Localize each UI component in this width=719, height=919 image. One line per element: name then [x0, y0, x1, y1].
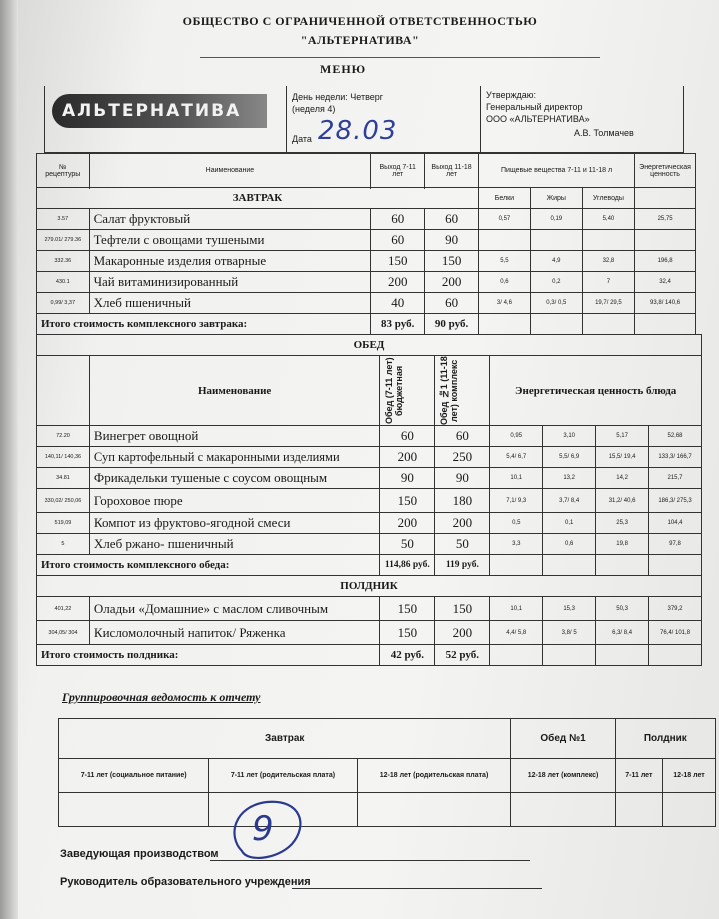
lunch-total-11-18: 119 руб.	[435, 555, 490, 576]
report-sub-snack-12-18: 12-18 лет	[663, 759, 716, 793]
col-energy: Энергетическая ценность	[635, 154, 696, 188]
report-cell	[59, 793, 209, 827]
table-row: 519,09 Компот из фруктово-ягодной смеси 200 200 0,5 0,1 25,3 104,4	[37, 513, 702, 534]
breakfast-total-label: Итого стоимость комплексного завтрака:	[37, 314, 371, 335]
header-divider-right	[480, 86, 481, 152]
date-label: Дата	[292, 134, 312, 144]
lunch-table	[36, 334, 702, 666]
col-output-11-18: Выход 11-18 лет	[425, 154, 479, 188]
signature-mark: 9	[252, 809, 274, 849]
report-sub-breakfast-parent-12-18: 12-18 лет (родительская плата)	[357, 759, 511, 793]
weekday: День недели: Четверг	[292, 92, 384, 102]
table-row: 0,99/ 3,37 Хлеб пшеничный 40 60 3/ 4,6 0,3/ 0,5 19,7/ 29,5 93,8/ 140,6	[37, 293, 696, 314]
report-col-breakfast: Завтрак	[59, 719, 511, 759]
director-title: Генеральный директор	[486, 102, 583, 112]
logo-text: АЛЬТЕРНАТИВА	[62, 101, 242, 121]
header-divider-left	[286, 86, 287, 152]
table-row: 401,22 Оладьи «Домашние» с маслом сливочным 150 150 10,1 15,3 50,3 379,2	[37, 597, 702, 621]
table-row: 5 Хлеб ржано- пшеничный 50 50 3,3 0,6 19,8 97,8	[37, 534, 702, 555]
col-fats: Жиры	[530, 188, 582, 209]
report-cell	[615, 793, 662, 827]
company-name: ООО «АЛЬТЕРНАТИВА»	[486, 114, 590, 124]
menu-title: МЕНЮ	[320, 62, 367, 76]
table-row: 430.1 Чай витаминизированный 200 200 0,6 0,2 7 32,4	[37, 272, 696, 293]
lunch-total-7-11: 114,86 руб.	[380, 555, 435, 576]
table-row: 279.01/ 279.36 Тефтели с овощами тушеными 60 90	[37, 230, 696, 251]
section-lunch: ОБЕД	[37, 335, 702, 356]
handwritten-signature	[222, 796, 312, 868]
approved-label: Утверждаю:	[486, 90, 537, 100]
week-number: (неделя 4)	[292, 104, 336, 114]
section-snack: ПОЛДНИК	[37, 576, 702, 597]
lunch-total-label: Итого стоимость комплексного обеда:	[37, 555, 380, 576]
director-name: А.В. Толмачев	[574, 128, 634, 138]
breakfast-total-7-11: 83 руб.	[371, 314, 425, 335]
col-energy: Энергетическая ценность блюда	[490, 356, 702, 426]
snack-total-7-11: 42 руб.	[380, 645, 435, 666]
section-breakfast: ЗАВТРАК	[37, 188, 479, 209]
col-lunch-11-18: Обед №1 (11-18 лет) комплекс	[435, 356, 490, 426]
report-cell	[511, 793, 615, 827]
report-title: Группировочная ведомость к отчету	[62, 690, 261, 704]
col-carbs: Углеводы	[582, 188, 634, 209]
col-name: Наименование	[89, 154, 371, 188]
col-name: Наименование	[89, 356, 379, 426]
col-proteins: Белки	[478, 188, 530, 209]
page-edge-shadow	[0, 0, 18, 919]
report-sub-breakfast-parent: 7-11 лет (родительская плата)	[209, 759, 357, 793]
head-institution-label: Руководитель образовательного учреждения	[60, 876, 311, 888]
report-cell	[357, 793, 511, 827]
table-row: 34.81 Фрикадельки тушеные с соусом овощным 90 90 10,1 13,2 14,2 215,7	[37, 468, 702, 489]
table-row: 72.20 Винегрет овощной 60 60 0,95 3,10 5,17 52,68	[37, 426, 702, 447]
date-handwritten: 28.03	[318, 116, 398, 146]
table-row: 330,02/ 250,06 Гороховое пюре 150 180 7,1/ 9,3 3,7/ 8,4 31,2/ 40,6 186,3/ 275,3	[37, 489, 702, 513]
report-sub-lunch-12-18: 12-18 лет (комплекс)	[511, 759, 615, 793]
col-lunch-7-11: Обед (7-11 лет) бюджетная	[380, 356, 435, 426]
company-logo	[52, 94, 267, 136]
report-cell	[663, 793, 716, 827]
snack-total-11-18: 52 руб.	[435, 645, 490, 666]
table-row: 140,11/ 140,36 Суп картофельный с макаронными изделиями 200 250 5,4/ 6,7 5,5/ 6,9 15,5/ 19,4 133,3/ 166,7	[37, 447, 702, 468]
signature-line	[292, 888, 542, 889]
table-row: 3.57 Салат фруктовый 60 60 0,57 0,19 5,40 25,75	[37, 209, 696, 230]
col-recipe-number: № рецептуры	[37, 154, 90, 188]
breakfast-total-11-18: 90 руб.	[425, 314, 479, 335]
report-col-lunch: Обед №1	[511, 719, 615, 759]
report-col-snack: Полдник	[615, 719, 715, 759]
table-row: 304,05/ 304 Кисломолочный напиток/ Ряженка 150 200 4,4/ 5,8 3,8/ 5 6,3/ 8,4 76,4/ 101,8	[37, 621, 702, 645]
report-sub-breakfast-social: 7-11 лет (социальное питание)	[59, 759, 209, 793]
header-divider	[200, 57, 600, 58]
breakfast-table	[36, 153, 696, 335]
col-output-7-11: Выход 7-11 лет	[371, 154, 425, 188]
report-sub-snack-7-11: 7-11 лет	[615, 759, 662, 793]
snack-total-label: Итого стоимость полдника:	[37, 645, 380, 666]
report-table	[58, 718, 716, 827]
org-name-line2: "АЛЬТЕРНАТИВА"	[300, 33, 420, 47]
table-row: 332.36 Макаронные изделия отварные 150 150 5,5 4,9 32,8 196,8	[37, 251, 696, 272]
col-nutrients: Пищевые вещества 7-11 и 11-18 л	[478, 154, 634, 188]
head-production-label: Заведующая производством	[60, 848, 219, 860]
org-name-line1: ОБЩЕСТВО С ОГРАНИЧЕННОЙ ОТВЕТСТВЕННОСТЬЮ	[182, 14, 538, 28]
